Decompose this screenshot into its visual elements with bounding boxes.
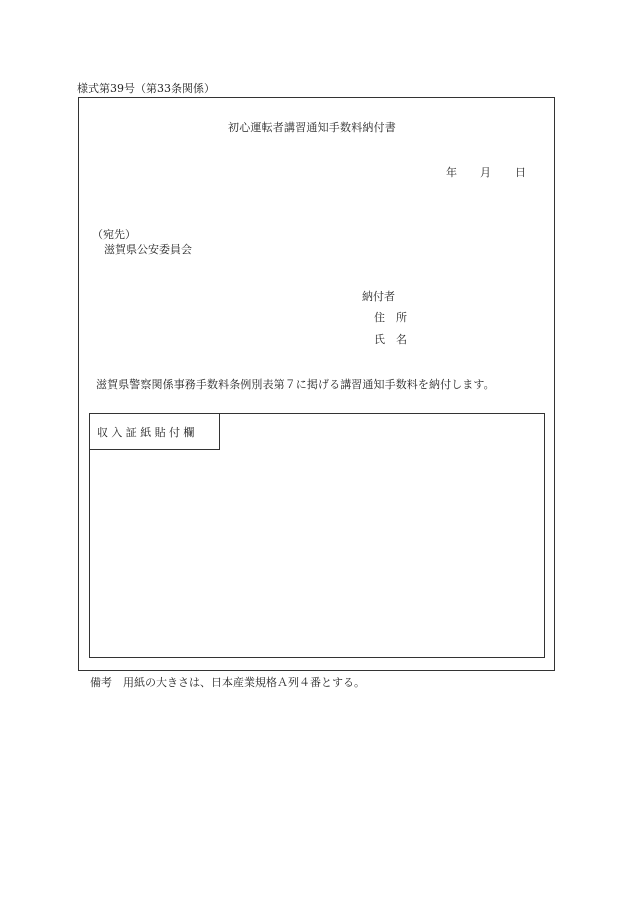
form-number-label: 様式第39号（第33条関係） xyxy=(77,82,215,95)
payment-statement: 滋賀県警察関係事務手数料条例別表第７に掲げる講習通知手数料を納付します。 xyxy=(96,378,495,391)
remarks-note: 備考 用紙の大きさは、日本産業規格Ａ列４番とする。 xyxy=(90,676,365,689)
date-year-label: 年 xyxy=(446,166,457,179)
form-title: 初心運転者講習通知手数料納付書 xyxy=(228,121,396,134)
stamp-area-label: 収入証紙貼付欄 xyxy=(97,426,198,439)
payer-address-label: 住 所 xyxy=(374,311,407,324)
date-day-label: 日 xyxy=(515,166,526,179)
payer-label: 納付者 xyxy=(362,290,395,303)
addressee-name: 滋賀県公安委員会 xyxy=(104,243,192,256)
addressee-label: （宛先） xyxy=(92,228,136,241)
date-month-label: 月 xyxy=(480,166,491,179)
payer-name-label: 氏 名 xyxy=(374,333,407,346)
